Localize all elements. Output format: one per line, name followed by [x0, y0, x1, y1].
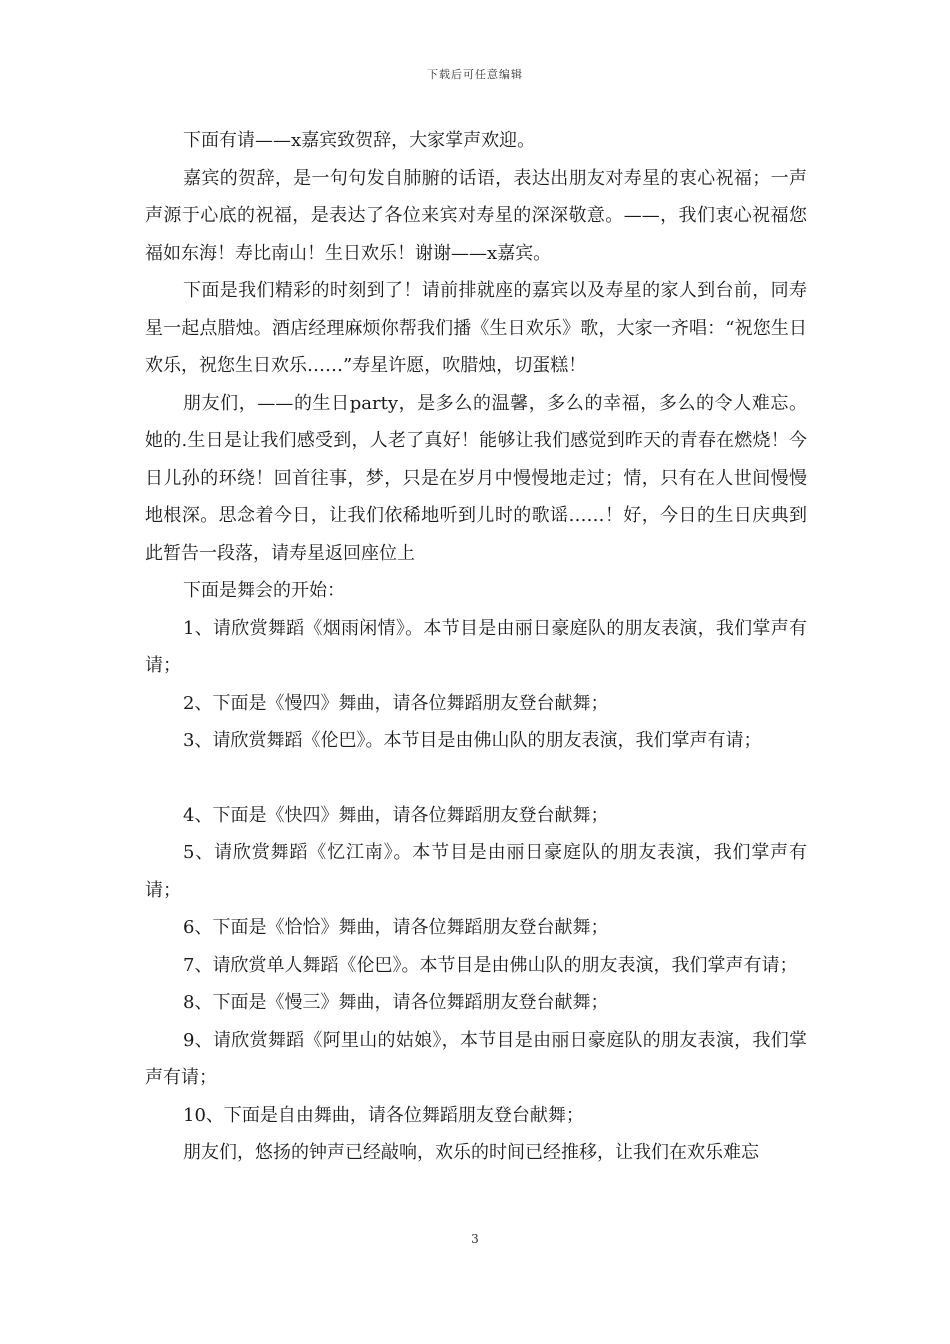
page-header: 下载后可任意编辑: [427, 68, 523, 81]
paragraph-candle-lighting: 下面是我们精彩的时刻到了！请前排就座的嘉宾以及寿星的家人到台前，同寿星一起点腊烛。酒店经理麻烦你帮我们播《生日欢乐》歌，大家一齐唱：“祝您生日欢乐，祝您生日欢乐……”寿星许愿，吹腊烛，切蛋糕！: [145, 280, 807, 376]
program-item-8: 8、下面是《慢三》舞曲，请各位舞蹈朋友登台献舞；: [183, 992, 609, 1013]
paragraph-guest-blessing: 嘉宾的贺辞，是一句句发自肺腑的话语，表达出朋友对寿星的衷心祝福；一声声源于心底的祝福，是表达了各位来宾对寿星的深深敬意。——，我们衷心祝福您福如东海！寿比南山！生日欢乐！谢谢——x嘉宾。: [145, 167, 807, 264]
paragraph-guest-invite: 下面有请——x嘉宾致贺辞，大家掌声欢迎。: [183, 130, 536, 151]
program-item-1: 1、请欣赏舞蹈《烟雨闲情》。本节目是由丽日豪庭队的朋友表演，我们掌声有请；: [145, 617, 807, 676]
program-item-6: 6、下面是《恰恰》舞曲，请各位舞蹈朋友登台献舞；: [183, 917, 609, 938]
program-item-5: 5、请欣赏舞蹈《忆江南》。本节目是由丽日豪庭队的朋友表演，我们掌声有请；: [145, 842, 807, 901]
program-item-2: 2、下面是《慢四》舞曲，请各位舞蹈朋友登台献舞；: [183, 692, 609, 714]
program-item-9: 9、请欣赏舞蹈《阿里山的姑娘》，本节目是由丽日豪庭队的朋友表演，我们掌声有请；: [145, 1029, 807, 1088]
program-item-4: 4、下面是《快四》舞曲，请各位舞蹈朋友登台献舞；: [183, 804, 609, 826]
program-item-10: 10、下面是自由舞曲，请各位舞蹈朋友登台献舞；: [183, 1104, 584, 1126]
paragraph-party-reflection: 朋友们，——的生日party，是多么的温馨，多么的幸福，多么的令人难忘。她的.生日是让我们感受到，人老了真好！能够让我们感觉到昨天的青春在燃烧！今日儿孙的环绕！回首往事，梦，只是在岁月中慢慢地走过；情，只有在人世间慢慢地根深。思念着今日，让我们依稀地听到儿时的歌谣……！好，今日的生日庆典到此暂告一段落，请寿星返回座位上: [145, 392, 807, 564]
page-number: 3: [471, 1232, 479, 1246]
paragraph-closing: 朋友们，悠扬的钟声已经敲响，欢乐的时间已经推移，让我们在欢乐难忘: [183, 1142, 759, 1163]
program-item-7: 7、请欣赏单人舞蹈《伦巴》。本节目是由佛山队的朋友表演，我们掌声有请；: [183, 954, 798, 976]
paragraph-dance-intro: 下面是舞会的开始：: [183, 580, 345, 601]
program-item-3: 3、请欣赏舞蹈《伦巴》。本节目是由佛山队的朋友表演，我们掌声有请；: [183, 730, 762, 751]
document-body: [145, 122, 807, 1172]
